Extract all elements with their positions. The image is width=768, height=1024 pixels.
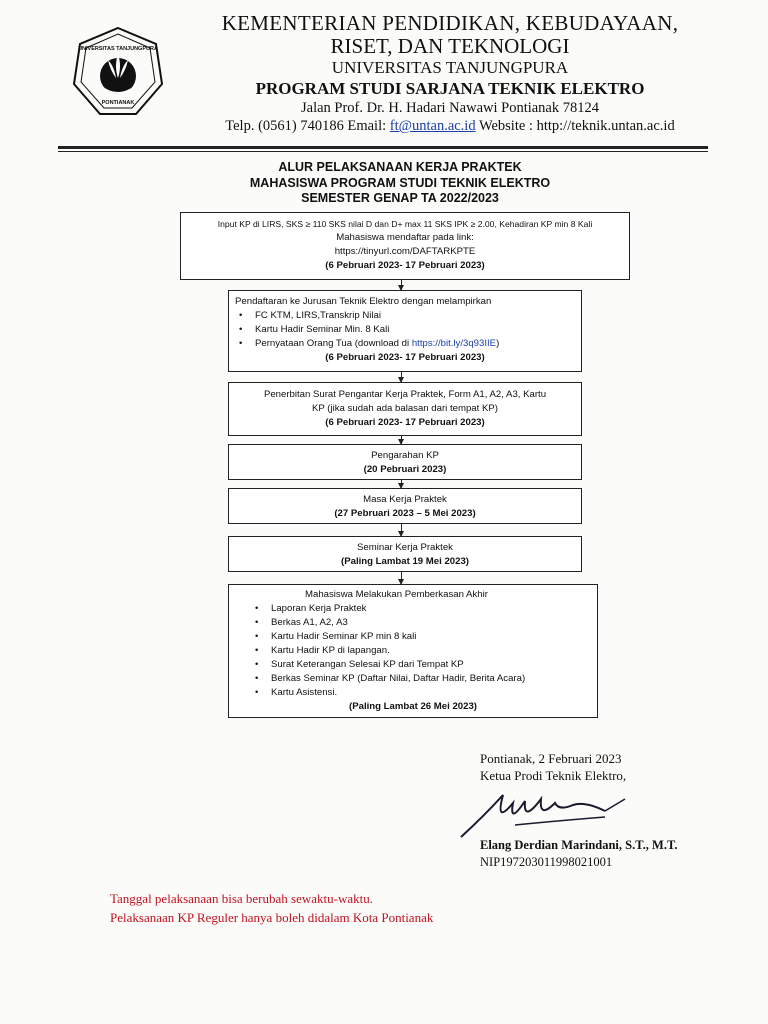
step2-item: • Pernyataan Orang Tua (download di https://bit.ly/3q93IIE) (235, 337, 581, 351)
contact-line (190, 117, 710, 136)
step7-item: • Berkas A1, A2, A3 (251, 616, 597, 630)
step3-line1: Penerbitan Surat Pengantar Kerja Praktek, Form A1, A2, A3, Kartu (263, 389, 547, 400)
step7-item: • Kartu Asistensi. (251, 686, 597, 700)
ministry-line2: RISET, DAN TEKNOLOGI (330, 34, 570, 58)
flow-step-6 (228, 536, 582, 572)
step7-item: • Surat Keterangan Selesai KP dari Tempat KP (251, 658, 597, 672)
step7-item: • Kartu Hadir KP di lapangan. (251, 644, 597, 658)
flow-step-3 (228, 382, 582, 436)
flow-arrow (401, 480, 402, 488)
document-title (160, 160, 640, 207)
signatory-nip: NIP197203011998021001 (480, 855, 613, 869)
university-logo (70, 24, 166, 120)
contact-prefix: Telp. (0561) 740186 Email: (225, 118, 390, 134)
step7-item: • Kartu Hadir Seminar KP min 8 kali (251, 630, 597, 644)
step5-line1: Masa Kerja Praktek (363, 494, 447, 505)
step2-item: • Kartu Hadir Seminar Min. 8 Kali (235, 323, 581, 337)
step2-date: (6 Pebruari 2023- 17 Pebruari 2023) (325, 352, 485, 363)
program-name: PROGRAM STUDI SARJANA TEKNIK ELEKTRO (255, 79, 645, 98)
step2-intro: Pendaftaran ke Jurusan Teknik Elektro dengan melampirkan (235, 296, 492, 307)
signature-place-date: Pontianak, 2 Februari 2023 (480, 751, 622, 766)
letterhead (190, 12, 710, 136)
step1-line2: Mahasiswa mendaftar pada link: (336, 232, 474, 243)
step5-date: (27 Pebruari 2023 – 5 Mei 2023) (334, 508, 476, 519)
step2-list (229, 309, 581, 351)
step6-date: (Paling Lambat 19 Mei 2023) (341, 556, 469, 567)
flow-step-4 (228, 444, 582, 480)
title-line1: ALUR PELAKSANAAN KERJA PRAKTEK (278, 160, 522, 174)
step4-date: (20 Pebruari 2023) (363, 464, 447, 475)
step1-link[interactable]: https://tinyurl.com/DAFTARKPTE (334, 246, 476, 257)
title-line3: SEMESTER GENAP TA 2022/2023 (301, 191, 499, 205)
handwritten-signature (455, 775, 645, 845)
title-line2: MAHASISWA PROGRAM STUDI TEKNIK ELEKTRO (249, 175, 551, 190)
email-link[interactable]: ft@untan.ac.id (389, 118, 476, 134)
step2-download-link[interactable]: https://bit.ly/3q93IIE (411, 338, 497, 349)
footnote (110, 889, 433, 927)
flow-step-7 (228, 584, 598, 718)
flow-arrow (401, 280, 402, 290)
step1-date: (6 Pebruari 2023- 17 Pebruari 2023) (325, 260, 485, 271)
step6-line1: Seminar Kerja Praktek (357, 542, 453, 553)
step3-date: (6 Pebruari 2023- 17 Pebruari 2023) (325, 417, 485, 428)
logo-top-text: UNIVERSITAS TANJUNGPURA (78, 46, 158, 52)
step7-list (229, 602, 597, 700)
flow-step-5 (228, 488, 582, 524)
signature-role: Ketua Prodi Teknik Elektro, (480, 768, 627, 783)
ministry-line1: KEMENTERIAN PENDIDIKAN, KEBUDAYAAN, (221, 11, 679, 35)
step1-line1: Input KP di LIRS, SKS ≥ 110 SKS nilai D dan D+ max 11 SKS IPK ≥ 2.00, Kehadiran KP min 8 Kali (217, 219, 593, 229)
flow-arrow (401, 524, 402, 536)
footnote-line2: Pelaksanaan KP Reguler hanya boleh didalam Kota Pontianak (110, 910, 434, 925)
step2-item: • FC KTM, LIRS,Transkrip Nilai (235, 309, 581, 323)
step7-intro: Mahasiswa Melakukan Pemberkasan Akhir (305, 589, 488, 600)
website-text: Website : http://teknik.untan.ac.id (475, 118, 675, 134)
flow-arrow (401, 572, 402, 584)
flow-step-1 (180, 212, 630, 280)
step4-line1: Pengarahan KP (371, 450, 439, 461)
step7-date: (Paling Lambat 26 Mei 2023) (349, 701, 477, 712)
flow-step-2 (228, 290, 582, 372)
university-name: UNIVERSITAS TANJUNGPURA (331, 58, 569, 77)
header-rule-thin (58, 151, 708, 152)
flow-arrow (401, 372, 402, 382)
logo-bottom-text: PONTIANAK (101, 100, 135, 106)
step3-line2: KP (jika sudah ada balasan dari tempat KP) (312, 403, 498, 414)
step7-item: • Berkas Seminar KP (Daftar Nilai, Daftar Hadir, Berita Acara) (251, 672, 597, 686)
signatory-name: Elang Derdian Marindani, S.T., M.T. (480, 838, 678, 852)
flow-arrow (401, 436, 402, 444)
address: Jalan Prof. Dr. H. Hadari Nawawi Pontianak 78124 (301, 100, 599, 116)
footnote-line1: Tanggal pelaksanaan bisa berubah sewaktu-waktu. (110, 891, 373, 906)
header-rule-thick (58, 146, 708, 149)
step7-item: • Laporan Kerja Praktek (251, 602, 597, 616)
